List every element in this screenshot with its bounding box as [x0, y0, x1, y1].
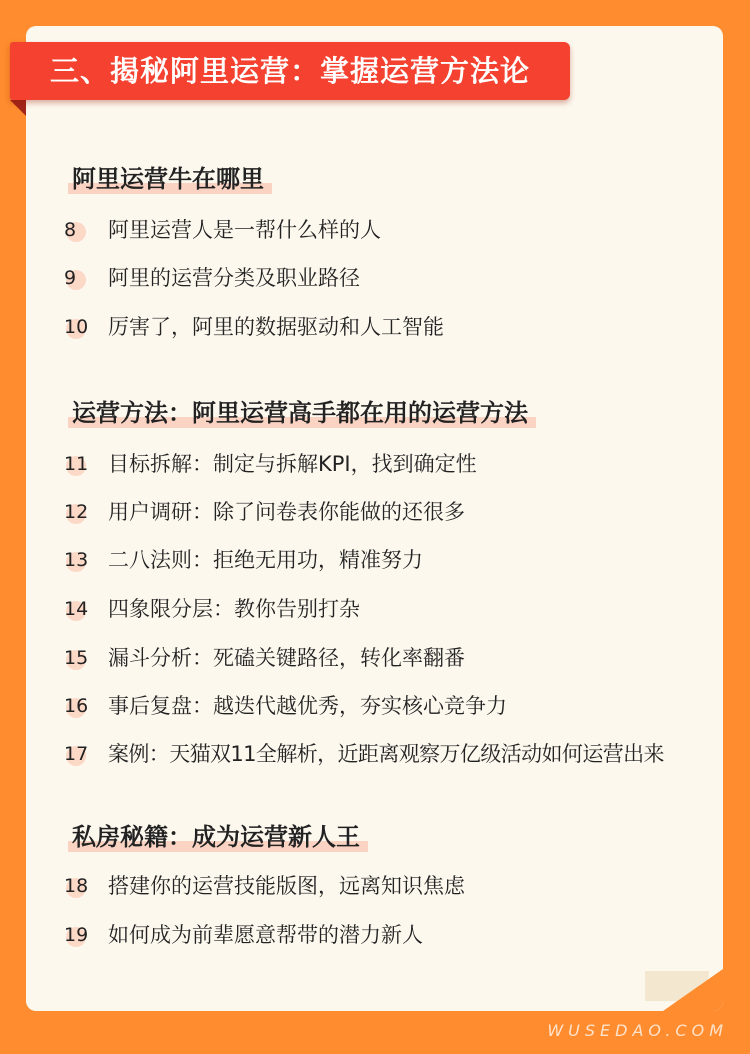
- section-title-2: 运营方法：阿里运营高手都在用的运营方法: [72, 399, 528, 427]
- item-text: 厉害了，阿里的数据驱动和人工智能: [108, 315, 444, 339]
- item-number: 15: [64, 641, 88, 675]
- item-number: 17: [64, 737, 88, 771]
- item-number: 13: [64, 543, 88, 577]
- item-number: 8: [64, 213, 76, 247]
- section-title-1: 阿里运营牛在哪里: [72, 165, 264, 193]
- item-text: 阿里的运营分类及职业路径: [108, 266, 360, 290]
- item-number: 19: [64, 918, 88, 952]
- item-text: 四象限分层：教你告别打杂: [108, 597, 360, 621]
- section-banner: [10, 42, 570, 100]
- item-number: 12: [64, 495, 88, 529]
- banner-title: 三、揭秘阿里运营：掌握运营方法论: [49, 54, 530, 88]
- item-number: 16: [64, 689, 88, 723]
- item-text: 用户调研：除了问卷表你能做的还很多: [108, 500, 465, 524]
- item-number: 18: [64, 869, 88, 903]
- item-text: 阿里运营人是一帮什么样的人: [108, 218, 381, 242]
- item-text: 案例：天猫双11全解析，近距离观察万亿级活动如何运营出来: [108, 742, 664, 766]
- item-text: 事后复盘：越迭代越优秀，夯实核心竞争力: [108, 694, 507, 718]
- section-title-3: 私房秘籍：成为运营新人王: [72, 823, 360, 851]
- item-text: 如何成为前辈愿意帮带的潜力新人: [108, 923, 423, 947]
- item-number: 11: [64, 447, 88, 481]
- banner-fold: [10, 100, 26, 116]
- page-curl: [663, 969, 723, 1011]
- item-text: 漏斗分析：死磕关键路径，转化率翻番: [108, 646, 465, 670]
- item-number: 9: [64, 261, 76, 295]
- item-text: 搭建你的运营技能版图，远离知识焦虑: [108, 874, 465, 898]
- item-text: 二八法则：拒绝无用功，精准努力: [108, 548, 423, 572]
- item-text: 目标拆解：制定与拆解KPI，找到确定性: [108, 452, 477, 476]
- watermark: WUSEDAO.COM: [547, 1021, 728, 1040]
- item-number: 10: [64, 310, 88, 344]
- item-number: 14: [64, 592, 88, 626]
